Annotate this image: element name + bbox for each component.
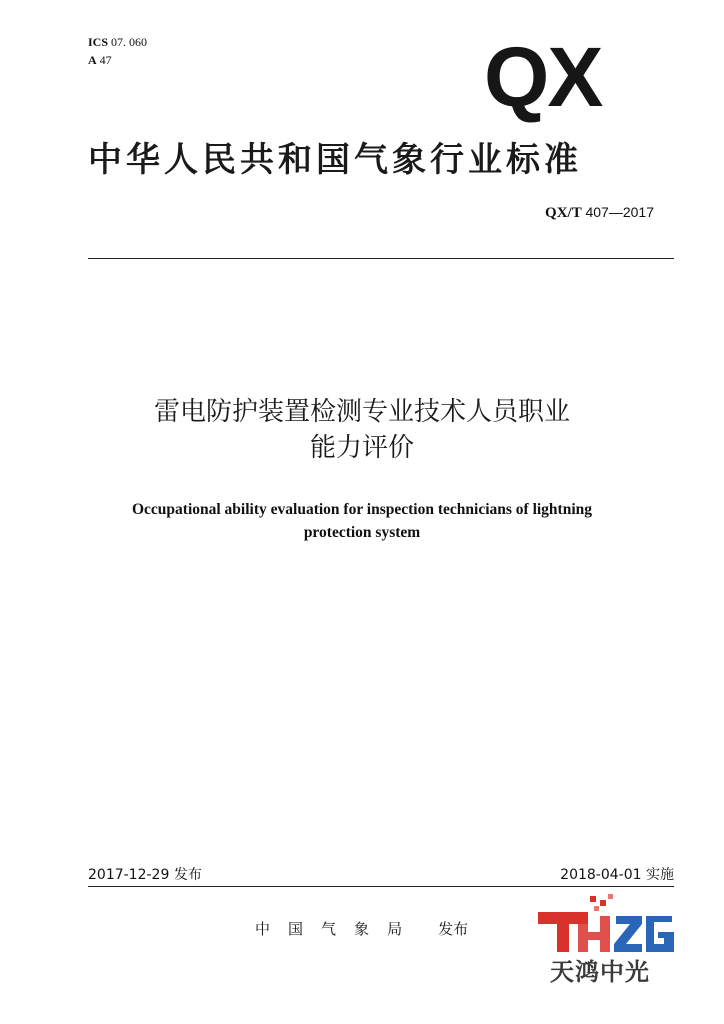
publisher-char: 中 [255, 920, 271, 938]
top-divider [88, 258, 674, 259]
class-code [88, 51, 147, 69]
publisher-char: 气 [321, 920, 337, 938]
ics-value: 07. 060 [111, 35, 148, 49]
bottom-divider [88, 886, 674, 887]
standard-number [545, 204, 654, 222]
publisher-char: 国 [288, 920, 304, 938]
date-row [88, 864, 674, 886]
issue-date-label: 发布 [173, 867, 202, 883]
publisher-char: 局 [387, 920, 403, 938]
watermark-letters [538, 912, 674, 952]
qx-logo: QX [484, 30, 602, 124]
issue-date [88, 864, 202, 884]
ics-label: ICS [88, 35, 109, 49]
watermark-pixel-icon [590, 894, 613, 911]
impl-date-label: 实施 [646, 867, 674, 883]
classification-codes [88, 33, 147, 69]
publisher-char: 象 [354, 920, 370, 938]
publisher-line [255, 918, 468, 939]
issue-date-value: 2017-12-29 [88, 867, 170, 883]
document-title-line2: 能力评价 [309, 433, 414, 463]
document-title [0, 394, 724, 466]
english-title-line1: Occupational ability evaluation for inspection technicians of lightning [131, 501, 593, 518]
watermark-text: 天鸿中光 [550, 958, 650, 986]
class-label: A [88, 53, 97, 67]
class-value: 47 [99, 53, 112, 67]
impl-date-value: 2018-04-01 [560, 867, 642, 883]
standard-number-prefix: QX/T [545, 205, 582, 221]
ics-code [88, 33, 147, 51]
implementation-date [560, 864, 674, 884]
english-title-line2: protection system [303, 524, 421, 541]
standard-org-title: 中华人民共和国气象行业标准 [88, 140, 582, 180]
standard-number-value: 407—2017 [585, 204, 654, 220]
document-title-line1: 雷电防护装置检测专业技术人员职业 [153, 397, 570, 427]
english-title [0, 498, 724, 544]
publish-label: 发布 [438, 920, 469, 938]
